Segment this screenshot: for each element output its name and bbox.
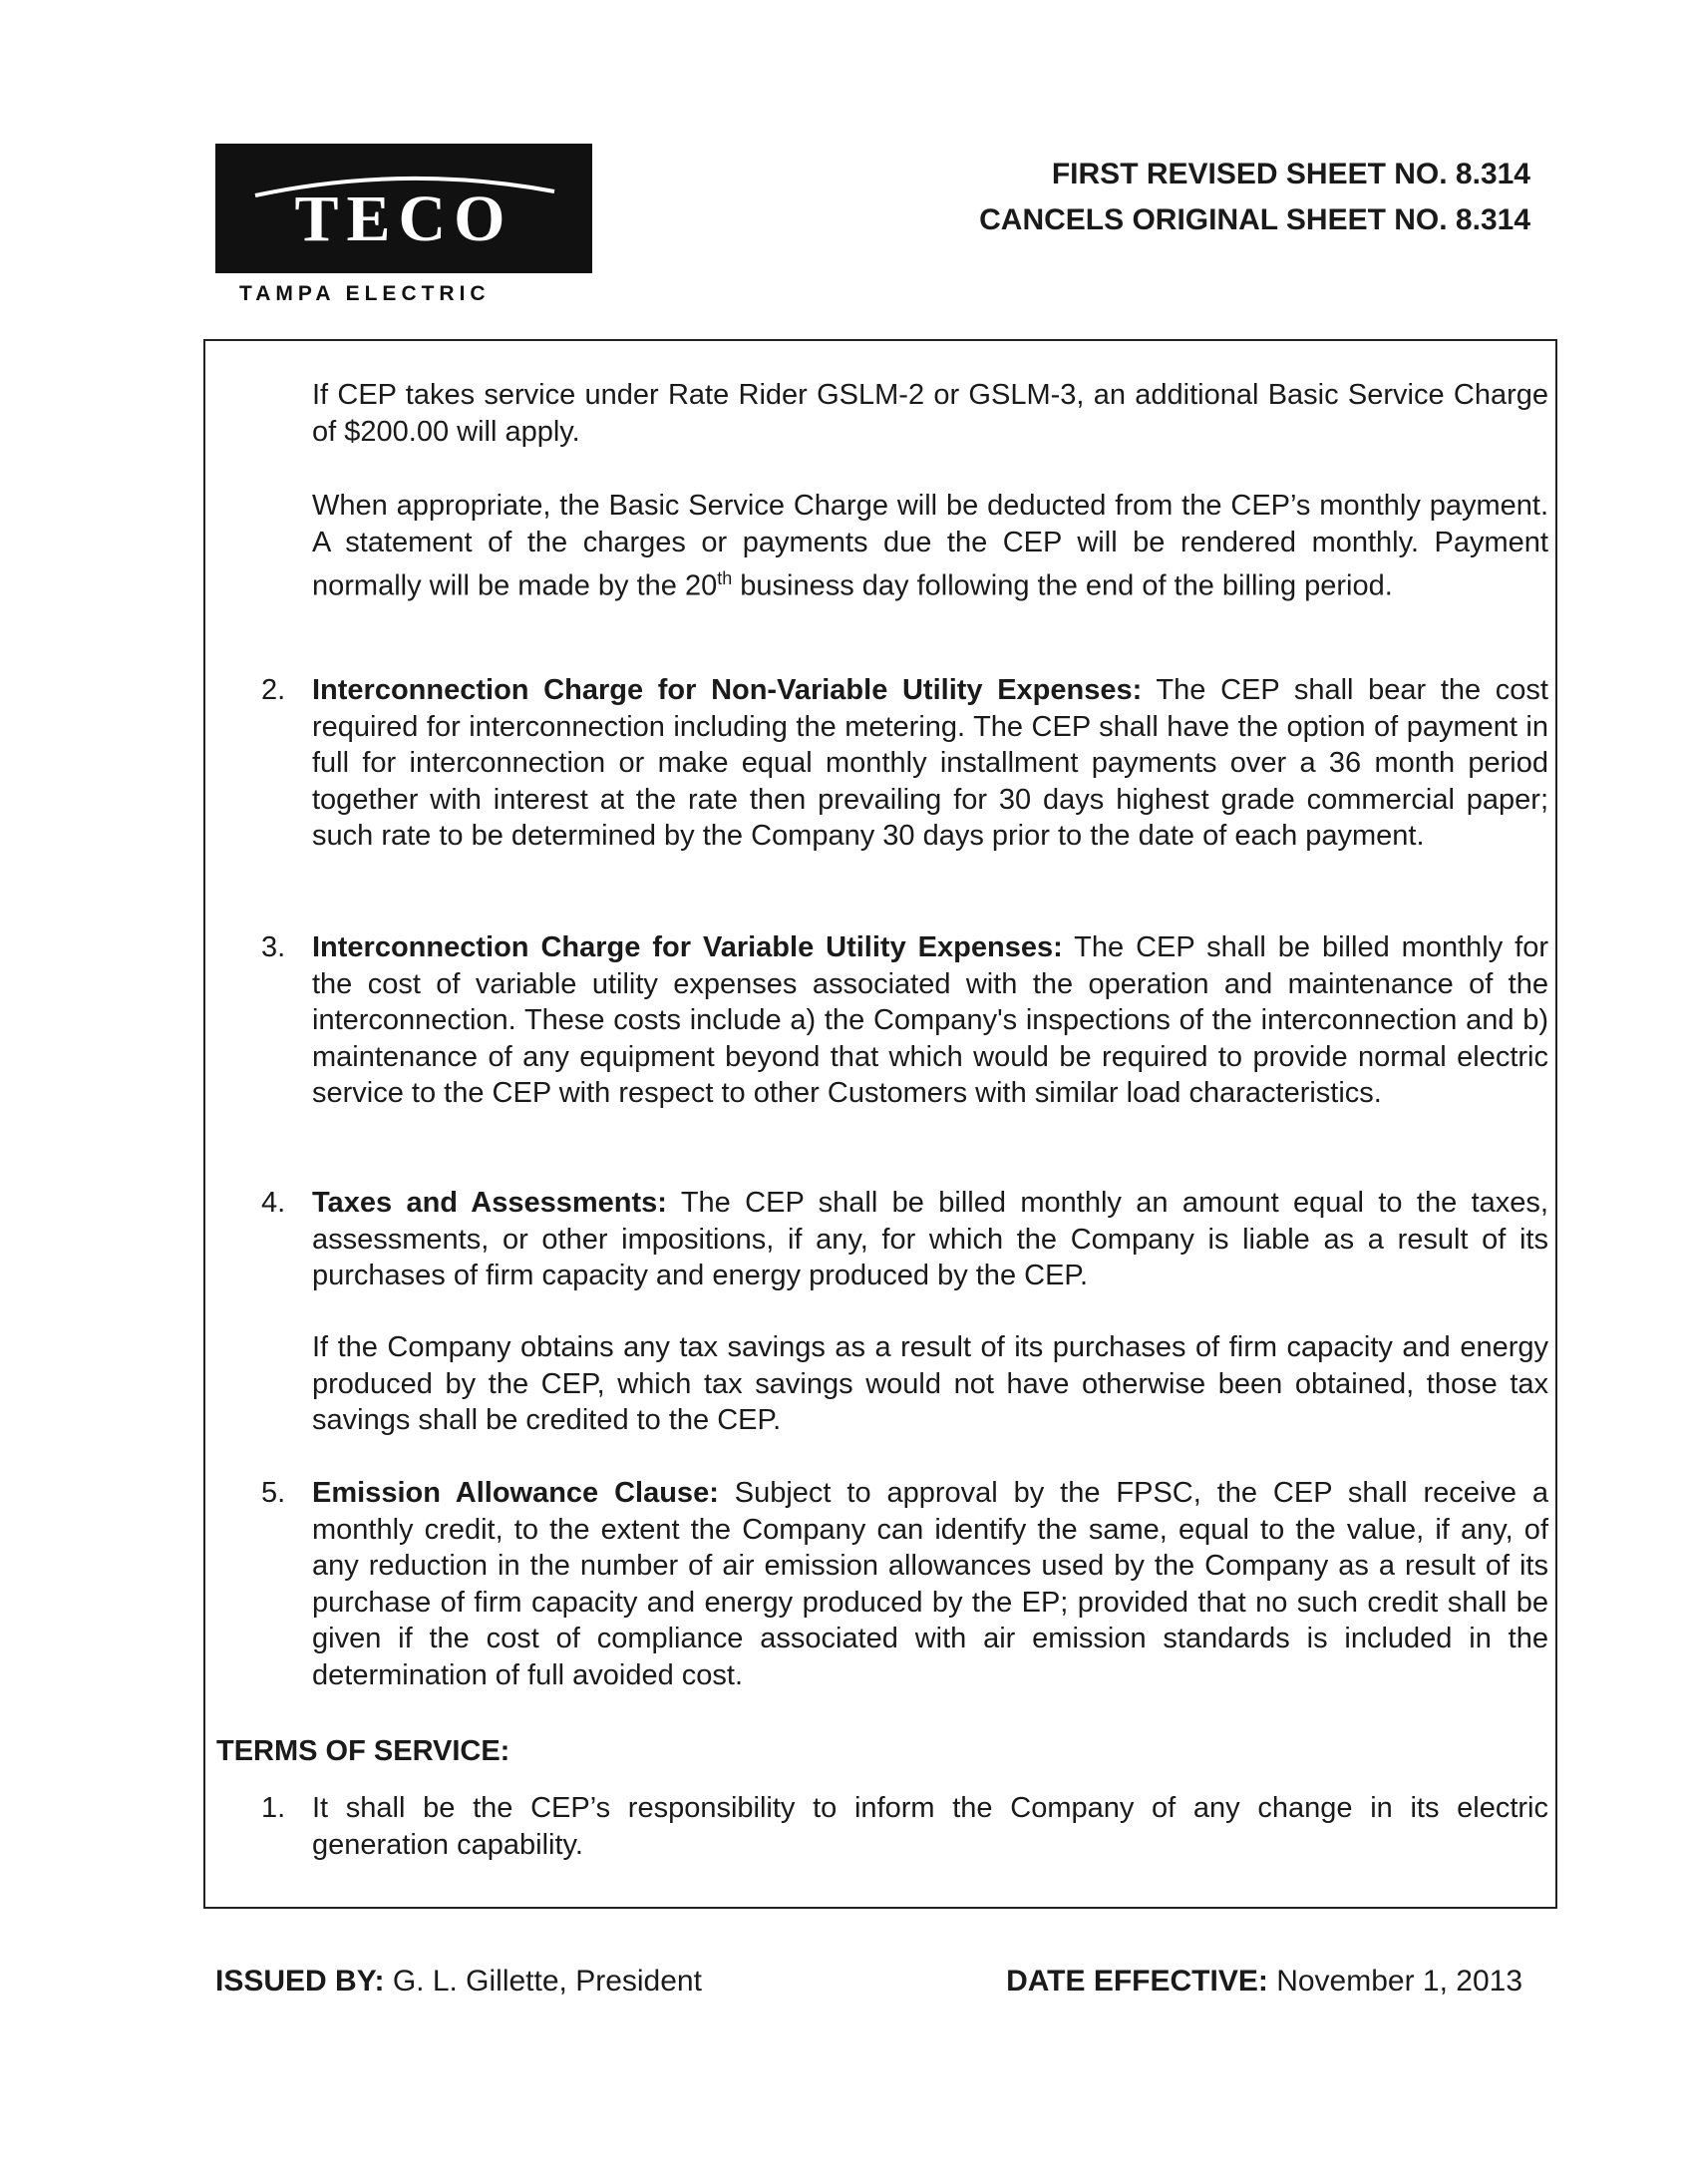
item-title: Interconnection Charge for Variable Utility Expenses: (312, 931, 1063, 963)
item-number: 3. (261, 931, 286, 963)
item-text: The CEP shall bear the cost required for interconnection including the metering. The CEP shall have the option of payment in full for interconnection or make equal monthly installment payments over a 36 month period together with interest at the rate then prevailing for 30 days highest grade commercial paper; such rate to be determined by the Company 30 days prior to the date of each payment. (312, 674, 1548, 852)
item-interconnection-non-variable (312, 672, 1548, 855)
sheet-number: FIRST REVISED SHEET NO. 8.314 (1051, 158, 1530, 190)
item-interconnection-variable (312, 929, 1548, 1112)
terms-of-service-heading: TERMS OF SERVICE: (216, 1735, 510, 1767)
paragraph-text-b: business day following the end of the billing period. (732, 569, 1393, 602)
item-text: The CEP shall be billed monthly for the cost of variable utility expenses associated with the operation and maintenance of the interconnection. These costs include a) the Company's inspections of the interconnection and b) maintenance of any equipment beyond that which would be required to provide normal electric service to the CEP with respect to other Customers with similar load characteristics. (312, 931, 1548, 1109)
issued-by-value: G. L. Gillette, President (392, 1965, 702, 1998)
logo-company-name: TAMPA ELECTRIC (239, 282, 491, 305)
terms-item-number: 1. (261, 1792, 286, 1824)
cancels-sheet-number: CANCELS ORIGINAL SHEET NO. 8.314 (979, 203, 1530, 236)
item-title: Interconnection Charge for Non-Variable Utility Expenses: (312, 674, 1143, 706)
item-emission-allowance (312, 1475, 1548, 1693)
issued-by-label: ISSUED BY: (215, 1965, 385, 1998)
date-effective (1006, 1965, 1522, 1999)
teco-logo (215, 144, 592, 273)
item-taxes-assessments (312, 1185, 1548, 1294)
superscript-th: th (717, 568, 733, 588)
item-number: 5. (261, 1477, 286, 1509)
paragraph-gslm-charge: If CEP takes service under Rate Rider GSLM-2 or GSLM-3, an additional Basic Service Charge of $200.00 will apply. (312, 379, 1548, 448)
item-title: Emission Allowance Clause: (312, 1477, 719, 1509)
item-title: Taxes and Assessments: (312, 1187, 667, 1219)
sheet-header (979, 152, 1530, 243)
issued-by (215, 1965, 702, 1999)
item-number: 2. (261, 674, 286, 706)
paragraph-basic-service-charge (312, 488, 1548, 604)
item-taxes-savings: If the Company obtains any tax savings as a result of its purchases of firm capacity and energy produced by the CEP, which tax savings would not have otherwise been obtained, those tax savings shall be credited to the CEP. (312, 1331, 1548, 1436)
item-number: 4. (261, 1187, 286, 1219)
date-effective-label: DATE EFFECTIVE: (1006, 1965, 1268, 1998)
date-effective-value: November 1, 2013 (1276, 1965, 1522, 1998)
paragraph-text-a: When appropriate, the Basic Service Charge will be deducted from the CEP’s monthly payment. A statement of the charges or payments due the CEP will be rendered monthly. Payment normally will be made by the 20 (312, 490, 1548, 602)
item-text: Subject to approval by the FPSC, the CEP shall receive a monthly credit, to the extent the Company can identify the same, equal to the value, if any, of any reduction in the number of air emission allowances used by the Company as a result of its purchase of firm capacity and energy produced by the EP; provided that no such credit shall be given if the cost of compliance associated with air emission standards is included in the determination of full avoided cost. (312, 1477, 1548, 1691)
logo-wordmark: TECO (294, 182, 513, 255)
item-text: The CEP shall be billed monthly an amount equal to the taxes, assessments, or other impositions, if any, for which the Company is liable as a result of its purchases of firm capacity and energy produced by the CEP. (312, 1187, 1548, 1291)
terms-item-text: It shall be the CEP’s responsibility to inform the Company of any change in its electric generation capability. (312, 1792, 1548, 1861)
